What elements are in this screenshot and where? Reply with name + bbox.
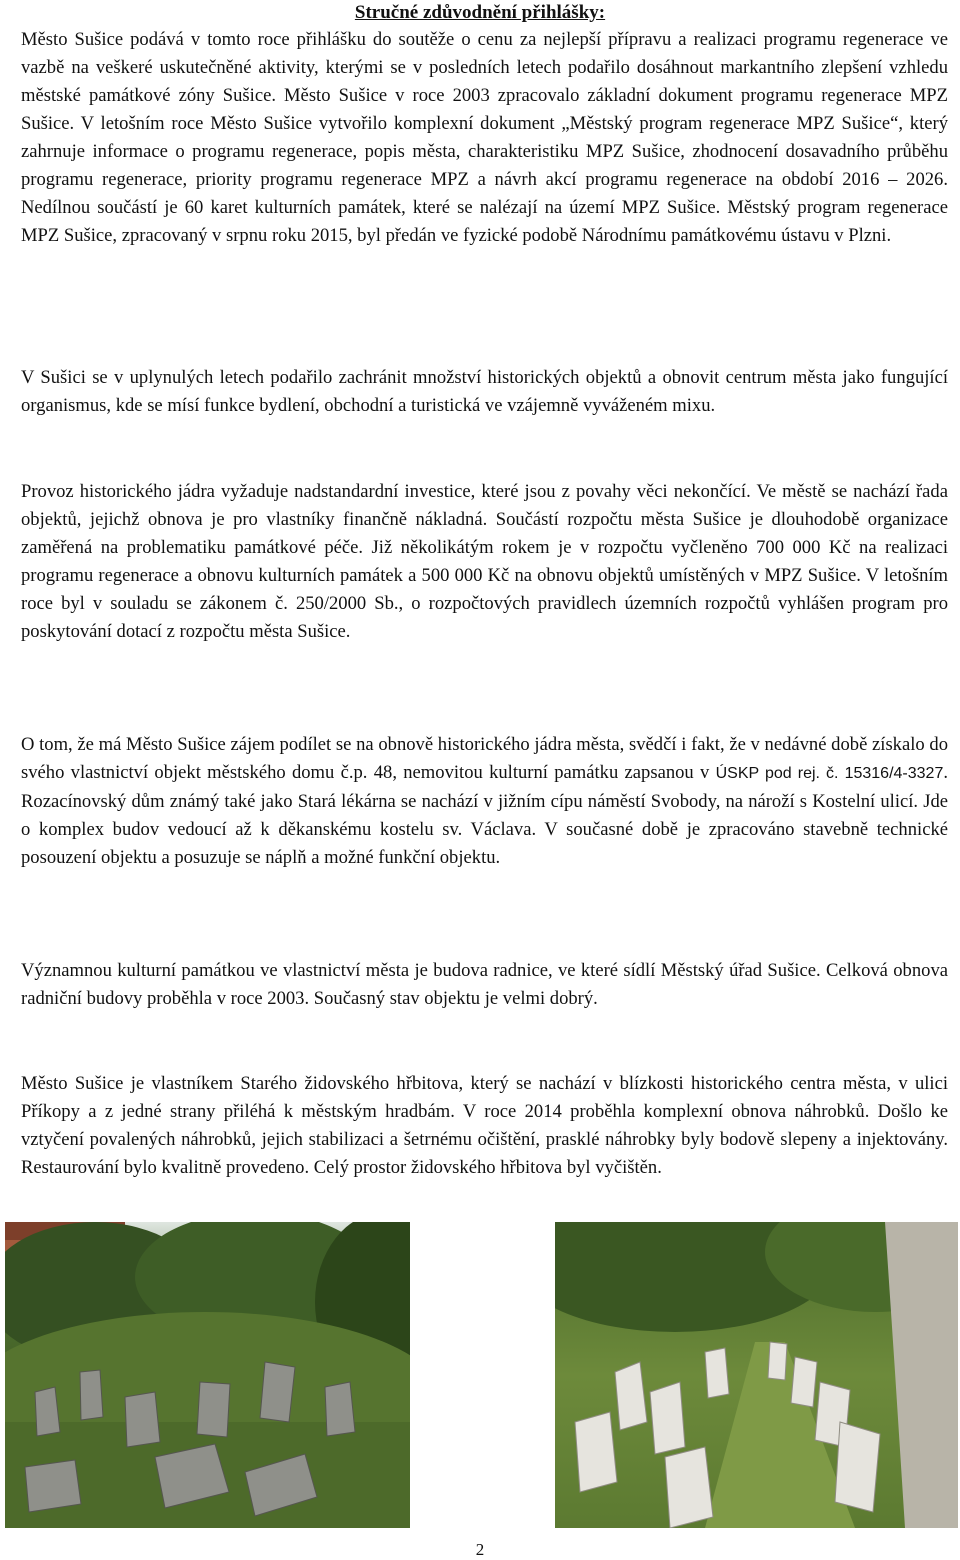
cemetery-photo-left	[5, 1222, 410, 1528]
paragraph-town-house-part-1: O tom, že má Město Sušice zájem podílet se na obnově historického jádra města, svědčí i fakt, že v nedávné době získalo do svého vlastnictví objekt městského domu č.p. 48, nemovitou kulturní památku zapsanou v	[21, 734, 948, 783]
paragraph-budget: Provoz historického jádra vyžaduje nadstandardní investice, které jsou z povahy věci nekončící. Ve městě se nachází řada objektů, jejichž obnova je pro vlastníky finančně nákladná. Součástí rozpočtu města Sušice je dlouhodobě organizace zaměřená na problematiku památkové péče. Již několikátým rokem je v rozpočtu vyčleněno 700 000 Kč na realizaci programu regenerace a obnovu kulturních památek a 500 000 Kč na obnovu objektů umístěných v MPZ Sušice. V letošním roce byl v souladu se zákonem č. 250/2000 Sb., o rozpočtových pravidlech územních rozpočtů vyhlášen program pro poskytování dotací z rozpočtu města Sušice.	[21, 481, 948, 642]
paragraph-jewish-cemetery: Město Sušice je vlastníkem Starého židovského hřbitova, který se nachází v blízkosti historického centra města, v ulici Příkopy a z jedné strany přiléhá k městským hradbám. V roce 2014 proběhla komplexní obnova náhrobků. Došlo ke vztyčení povalených náhrobků, jejich stabilizaci a šetrnému očištění, prasklé náhrobky byly bodově slepeny a injektovány. Restaurování bylo kvalitně provedeno. Celý prostor židovského hřbitova byl vyčištěn.	[21, 1073, 948, 1178]
page-heading: Stručné zdůvodnění přihlášky:	[354, 2, 606, 23]
paragraph-town-hall: Významnou kulturní památkou ve vlastnictví města je budova radnice, ve které sídlí Městský úřad Sušice. Celková obnova radniční budovy proběhla v roce 2003. Současný stav objektu je velmi dobrý.	[21, 960, 948, 1009]
paragraph-historic-objects: V Sušici se v uplynulých letech podařilo zachránit množství historických objektů a obnovit centrum města jako fungující organismus, kde se mísí funkce bydlení, obchodní a turistická ve vzájemně vyváženém mixu.	[21, 367, 948, 416]
paragraph-town-house-part-2: . Rozacínovský dům známý také jako Stará lékárna se nachází v jižním cípu náměstí Svobody, na nároží s Kostelní ulicí. Jde o komplex budov vedoucí až k děkanskému kostelu sv. Václava. V současné době je zpracováno stavebně technické posouzení objektu a posuzuje se náplň a možné funkční objektu.	[21, 762, 949, 868]
cemetery-photo-right-image	[555, 1222, 958, 1528]
page-number: 2	[475, 1540, 485, 1559]
cemetery-photo-right	[555, 1222, 958, 1528]
paragraph-town-house	[21, 731, 948, 872]
registry-number: ÚSKP pod rej. č. 15316/4-3327	[715, 765, 944, 782]
cemetery-photo-left-image	[5, 1222, 410, 1528]
paragraph-application-summary: Město Sušice podává v tomto roce přihlášku do soutěže o cenu za nejlepší přípravu a realizaci programu regenerace ve vazbě na veškeré uskutečněné aktivity, kterými se v posledních letech podařilo dosáhnout markantního zlepšení vzhledu městské památkové zóny Sušice. Město Sušice v roce 2003 zpracovalo základní dokument programu regenerace MPZ Sušice. V letošním roce Město Sušice vytvořilo komplexní dokument „Městský program regenerace MPZ Sušice“, který zahrnuje informace o programu regenerace, popis města, charakteristiku MPZ Sušice, zhodnocení dosavadního průběhu programu regenerace, priority programu regenerace MPZ a návrh akcí programu regenerace na období 2016 – 2026. Nedílnou součástí je 60 karet kulturních památek, které se nalézají na území MPZ Sušice. Městský program regenerace MPZ Sušice, zpracovaný v srpnu roku 2015, byl předán ve fyzické podobě Národnímu památkovému ústavu v Plzni.	[21, 29, 948, 246]
